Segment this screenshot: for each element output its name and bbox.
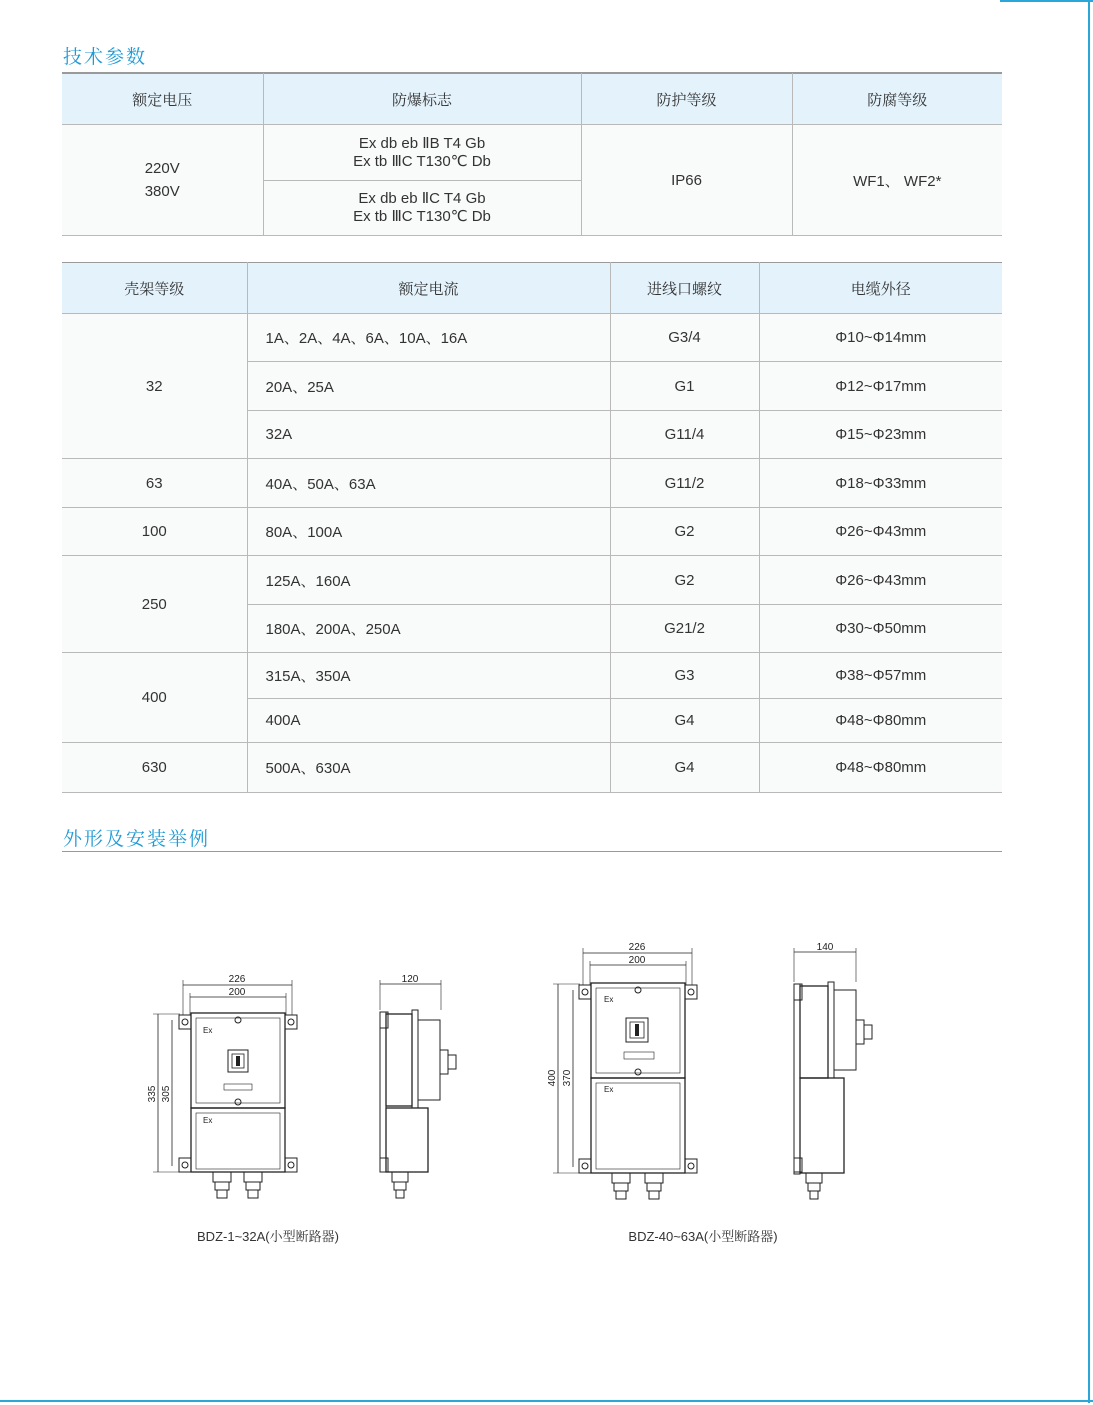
caption-small: BDZ-1~32A(小型断路器) bbox=[197, 1229, 339, 1244]
thread-cell: G4 bbox=[610, 699, 759, 743]
thread-cell: G2 bbox=[610, 508, 759, 556]
cable-cell: Φ10~Φ14mm bbox=[759, 314, 1002, 362]
dim-depth: 140 bbox=[816, 942, 834, 953]
cable-cell: Φ12~Φ17mm bbox=[759, 362, 1002, 411]
thread-cell: G2 bbox=[610, 556, 759, 605]
mark-line: Ex db eb ⅡB T4 Gb bbox=[358, 134, 486, 152]
frame-cell: 63 bbox=[62, 459, 247, 508]
caption-large: BDZ-40~63A(小型断路器) bbox=[628, 1229, 778, 1244]
current-cell: 500A、630A bbox=[247, 743, 610, 793]
dim-depth: 120 bbox=[401, 974, 419, 985]
header-rated-current: 额定电流 bbox=[247, 263, 610, 314]
large-front-view bbox=[547, 942, 697, 1199]
current-cell: 32A bbox=[247, 411, 610, 459]
current-cell: 180A、200A、250A bbox=[247, 605, 610, 653]
header-cable-diameter: 电缆外径 bbox=[759, 263, 1002, 314]
ex-mark: Ex bbox=[604, 1085, 614, 1094]
current-cell: 80A、100A bbox=[247, 508, 610, 556]
dim-outer-width: 226 bbox=[228, 974, 246, 985]
thread-cell: G21/2 bbox=[610, 605, 759, 653]
thread-cell: G11/2 bbox=[610, 459, 759, 508]
thread-cell: G3 bbox=[610, 653, 759, 699]
frame-cell: 32 bbox=[62, 314, 247, 459]
cell-protection: IP66 bbox=[581, 125, 792, 236]
current-cell: 315A、350A bbox=[247, 653, 610, 699]
current-cell: 400A bbox=[247, 699, 610, 743]
cable-cell: Φ48~Φ80mm bbox=[759, 699, 1002, 743]
frame-cell: 100 bbox=[62, 508, 247, 556]
thread-cell: G1 bbox=[610, 362, 759, 411]
current-cell: 125A、160A bbox=[247, 556, 610, 605]
mark-line: Ex tb ⅢC T130℃ Db bbox=[353, 152, 491, 170]
voltage-220: 220V bbox=[144, 160, 180, 177]
header-anticorrosion-level: 防腐等级 bbox=[792, 74, 1002, 125]
voltage-380: 380V bbox=[144, 183, 180, 200]
large-side-view bbox=[794, 942, 872, 1199]
header-inlet-thread: 进线口螺纹 bbox=[610, 263, 759, 314]
dim-outer-width: 226 bbox=[628, 942, 646, 953]
dim-outer-height: 400 bbox=[547, 1069, 558, 1087]
cable-cell: Φ26~Φ43mm bbox=[759, 556, 1002, 605]
header-explosion-mark: 防爆标志 bbox=[263, 74, 581, 125]
current-cell: 20A、25A bbox=[247, 362, 610, 411]
thread-cell: G3/4 bbox=[610, 314, 759, 362]
mark-line: Ex tb ⅢC T130℃ Db bbox=[353, 208, 491, 225]
thread-cell: G4 bbox=[610, 743, 759, 793]
cable-cell: Φ18~Φ33mm bbox=[759, 459, 1002, 508]
cable-cell: Φ30~Φ50mm bbox=[759, 605, 1002, 653]
dim-outer-height: 335 bbox=[147, 1085, 158, 1103]
dim-inner-width: 200 bbox=[628, 955, 646, 966]
current-cell: 1A、2A、4A、6A、10A、16A bbox=[247, 314, 610, 362]
cell-anticorrosion: WF1、 WF2* bbox=[792, 125, 1002, 236]
cable-cell: Φ48~Φ80mm bbox=[759, 743, 1002, 793]
thread-cell: G11/4 bbox=[610, 411, 759, 459]
current-cell: 40A、50A、63A bbox=[247, 459, 610, 508]
header-protection-level: 防护等级 bbox=[581, 74, 792, 125]
ex-mark: Ex bbox=[604, 995, 614, 1004]
dim-inner-height: 305 bbox=[161, 1085, 172, 1103]
header-frame-level: 壳架等级 bbox=[62, 263, 247, 314]
small-front-view bbox=[147, 974, 297, 1198]
section-title-installation: 外形及安装举例 bbox=[63, 829, 211, 850]
header-rated-voltage: 额定电压 bbox=[62, 74, 263, 125]
small-side-view bbox=[380, 974, 456, 1198]
cable-cell: Φ26~Φ43mm bbox=[759, 508, 1002, 556]
cable-cell: Φ38~Φ57mm bbox=[759, 653, 1002, 699]
dim-inner-height: 370 bbox=[562, 1069, 573, 1087]
cable-cell: Φ15~Φ23mm bbox=[759, 411, 1002, 459]
frame-cell: 250 bbox=[62, 556, 247, 653]
dim-inner-width: 200 bbox=[228, 987, 246, 998]
frame-cell: 630 bbox=[62, 743, 247, 793]
section-title-tech-params: 技术参数 bbox=[63, 47, 148, 68]
ex-mark: Ex bbox=[203, 1026, 213, 1035]
mark-line: Ex db eb ⅡC T4 Gb bbox=[358, 190, 486, 207]
ex-mark: Ex bbox=[203, 1116, 213, 1125]
frame-cell: 400 bbox=[62, 653, 247, 743]
